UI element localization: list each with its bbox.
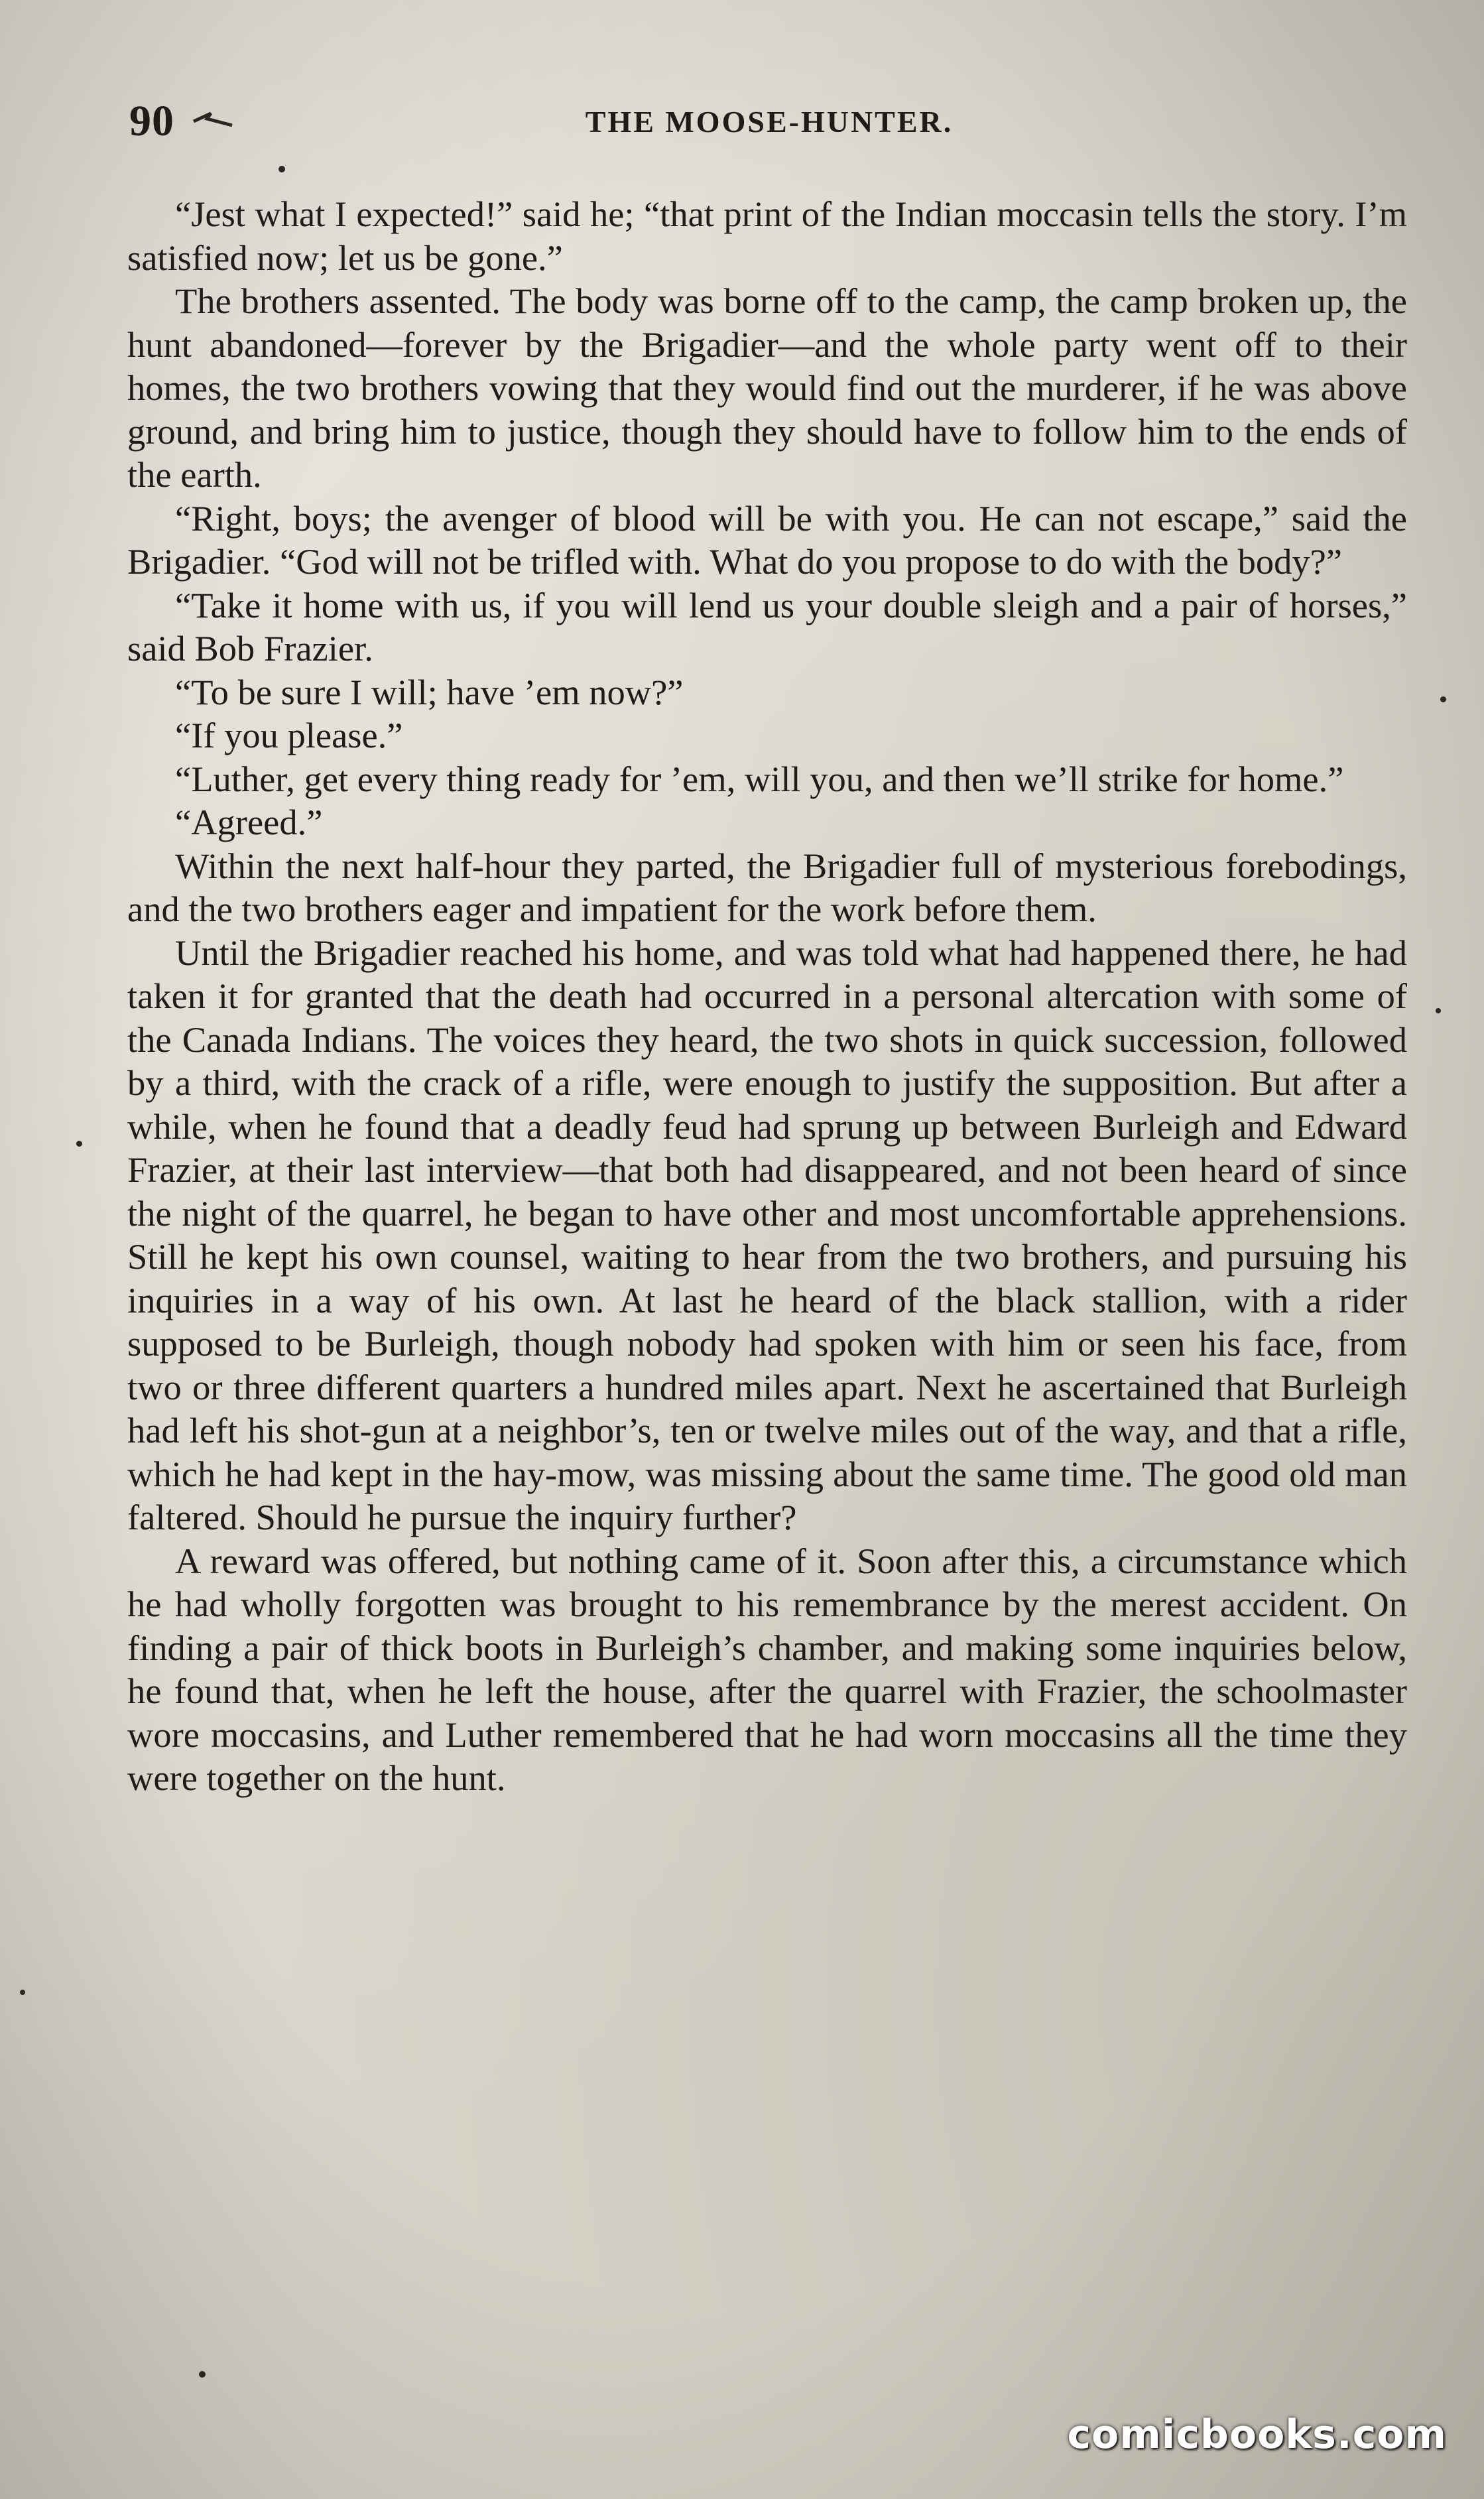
paragraph: Within the next half-hour they parted, the Brigadier full of mysterious forebodings, and the two brothers eager and impatient for the work before them. xyxy=(127,845,1407,929)
watermark: comicbooks.com xyxy=(1067,2411,1447,2458)
paragraph: Until the Brigadier reached his home, and was told what had happened there, he had taken it for granted that the death had occurred in a personal altercation with some of the Canada Indians. The voices they heard, the two shots in quick succession, followed by a third, with the crack of a rifle, were enough to justify the supposition. But after a while, when he found that a deadly feud had sprung up between Burleigh and Edward Frazier, at their last interview—that both had disappeared, and not been heard of since the night of the quarrel, he began to have other and most uncomfortable apprehensions. Still he kept his own counsel, waiting to hear from the two brothers, and pursuing his inquiries in a way of his own. At last he heard of the black stallion, with a rider supposed to be Burleigh, though nobody had spoken with him or seen his face, from two or three different quarters a hundred miles apart. Next he ascertained that Burleigh had left his shot-gun at a neighbor’s, ten or twelve miles out of the way, and that a rifle, which he had kept in the hay-mow, was missing about the same time. The good old man faltered. Should he pursue the inquiry further? xyxy=(127,932,1407,1537)
paragraph: “Take it home with us, if you will lend us your double sleigh and a pair of horses,” said Bob Frazier. xyxy=(127,584,1407,669)
running-head: THE MOOSE-HUNTER. xyxy=(585,105,954,139)
ink-speck xyxy=(1440,696,1446,702)
ink-speck xyxy=(278,166,285,172)
page-header xyxy=(126,96,1412,149)
ink-speck xyxy=(199,2371,206,2378)
page-number: 90 xyxy=(129,97,174,145)
body-text xyxy=(127,192,1407,1800)
paragraph: “To be sure I will; have ’em now?” xyxy=(175,671,684,712)
paragraph: “Jest what I expected!” said he; “that print of the Indian moccasin tells the story. I’m satisfied now; let us be gone.” xyxy=(127,194,1407,278)
ink-speck xyxy=(1436,1008,1441,1013)
paragraph: “Luther, get every thing ready for ’em, will you, and then we’ll strike for home.” xyxy=(175,758,1344,799)
ink-speck xyxy=(20,1990,25,1995)
paragraph: “If you please.” xyxy=(175,715,403,755)
paragraph: “Right, boys; the avenger of blood will be with you. He can not escape,” said the Brigadier. “God will not be trifled with. What do you propose to do with the body?” xyxy=(127,497,1407,582)
paragraph: A reward was offered, but nothing came of it. Soon after this, a circumstance which he had wholly forgotten was brought to his remembrance by the merest accident. On finding a pair of thick boots in Burleigh’s chamber, and making some inquiries below, he found that, when he left the house, after the quarrel with Frazier, the schoolmaster wore moccasins, and Luther remembered that he had worn moccasins all the time they were together on the hunt. xyxy=(127,1540,1407,1798)
paragraph: The brothers assented. The body was borne off to the camp, the camp broken up, the hunt abandoned—forever by the Brigadier—and the whole party went off to their homes, the two brothers vowing that they would find out the murderer, if he was above ground, and bring him to justice, though they should have to follow him to the ends of the earth. xyxy=(127,281,1407,495)
paragraph: “Agreed.” xyxy=(175,802,323,842)
ink-speck xyxy=(76,1141,82,1147)
